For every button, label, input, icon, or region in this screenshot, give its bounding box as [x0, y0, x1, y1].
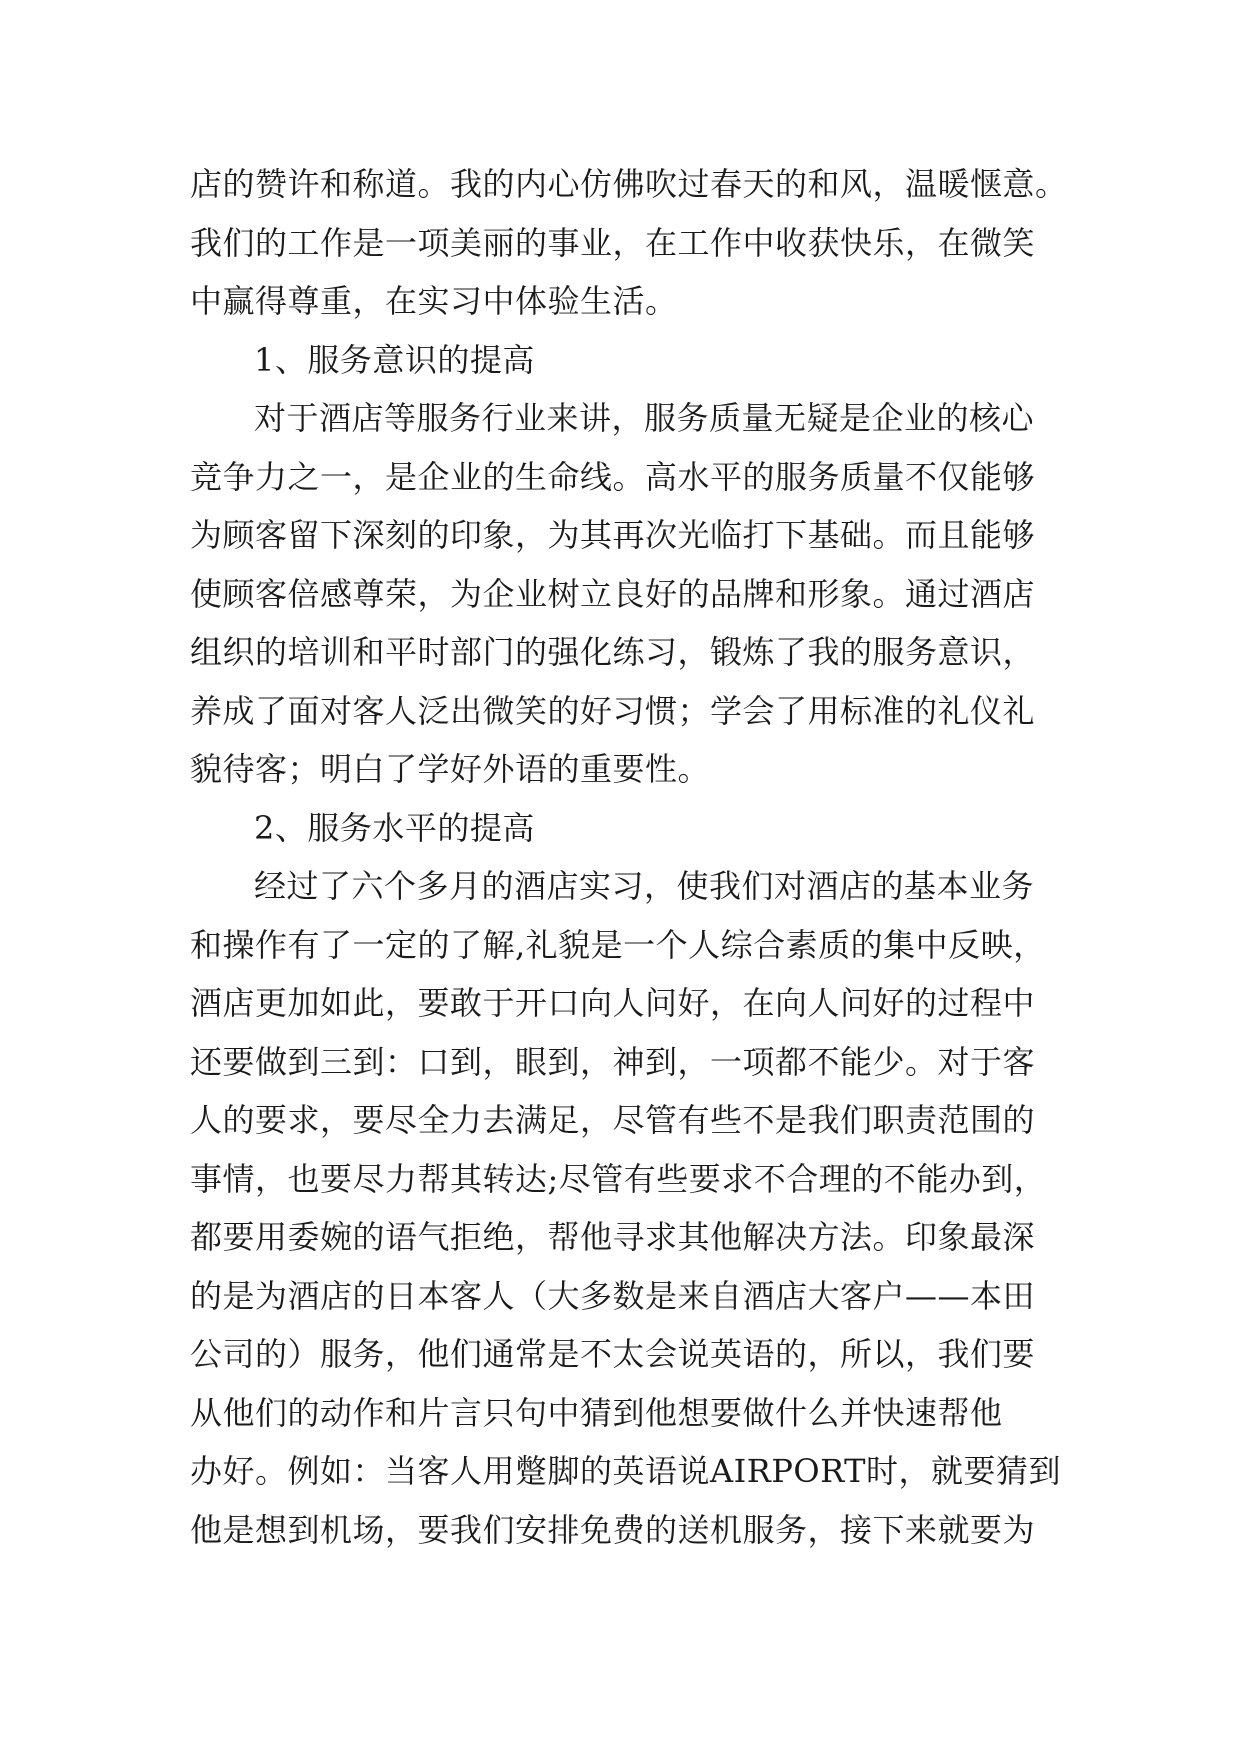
text-line: 和操作有了一定的了解,礼貌是一个人综合素质的集中反映， — [190, 925, 1046, 964]
text-line: 他是想到机场，要我们安排免费的送机服务，接下来就要为 — [190, 1510, 1036, 1549]
section-heading-service-level: 2、服务水平的提高 — [254, 808, 535, 847]
text-line: 对于酒店等服务行业来讲，服务质量无疑是企业的核心 — [254, 399, 1035, 437]
text-line: 组织的培训和平时部门的强化练习，锻炼了我的服务意识， — [190, 633, 1036, 671]
text-line: 竞争力之一，是企业的生命线。高水平的服务质量不仅能够 — [190, 457, 1036, 496]
text-line: 为顾客留下深刻的印象，为其再次光临打下基础。而且能够 — [190, 516, 1036, 554]
text-line: 公司的）服务，他们通常是不太会说英语的，所以，我们要 — [190, 1335, 1036, 1373]
text-line: 经过了六个多月的酒店实习，使我们对酒店的基本业务 — [254, 867, 1035, 905]
text-line: 办好。例如：当客人用蹩脚的英语说AIRPORT时，就要猜到 — [190, 1452, 1061, 1490]
text-line: 貌待客；明白了学好外语的重要性。 — [190, 750, 711, 788]
text-line: 还要做到三到：口到，眼到，神到，一项都不能少。对于客 — [190, 1042, 1036, 1081]
text-line: 人的要求，要尽全力去满足，尽管有些不是我们职责范围的 — [190, 1101, 1036, 1139]
text-line: 养成了面对客人泛出微笑的好习惯；学会了用标准的礼仪礼 — [190, 691, 1036, 730]
text-line: 事情，也要尽力帮其转达;尽管有些要求不合理的不能办到， — [190, 1159, 1047, 1198]
text-line: 使顾客倍感尊荣，为企业树立良好的品牌和形象。通过酒店 — [190, 574, 1036, 613]
text-line: 都要用委婉的语气拒绝，帮他寻求其他解决方法。印象最深 — [190, 1218, 1036, 1256]
text-line: 酒店更加如此，要敢于开口向人问好，在向人问好的过程中 — [190, 984, 1036, 1022]
text-line: 从他们的动作和片言只句中猜到他想要做什么并快速帮他 — [190, 1393, 1003, 1432]
section-heading-service-awareness: 1、服务意识的提高 — [254, 340, 535, 379]
text-line: 我们的工作是一项美丽的事业，在工作中收获快乐，在微笑 — [190, 223, 1036, 262]
text-line: 的是为酒店的日本客人（大多数是来自酒店大客户——本田 — [190, 1276, 1036, 1315]
document-body — [190, 155, 1068, 1559]
text-line: 店的赞许和称道。我的内心仿佛吹过春天的和风，温暖惬意。 — [190, 165, 1068, 203]
text-line: 中赢得尊重，在实习中体验生活。 — [190, 282, 678, 320]
